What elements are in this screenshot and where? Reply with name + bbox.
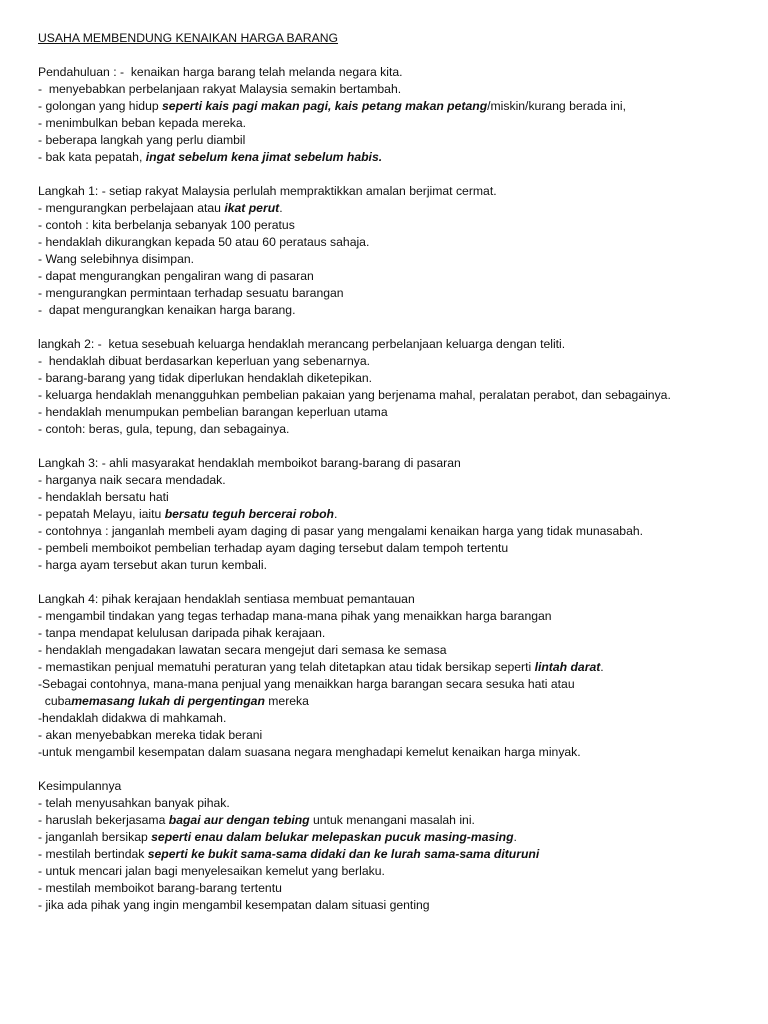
text-line	[38, 472, 758, 489]
spacer	[38, 761, 758, 778]
text-line	[38, 523, 758, 540]
section	[38, 455, 758, 574]
text-line	[38, 98, 758, 115]
text-line	[38, 829, 758, 846]
text-line	[38, 608, 758, 625]
text-line	[38, 370, 758, 387]
text-segment: - hendaklah menumpukan pembelian barangan keperluan utama	[38, 405, 388, 419]
text-segment: - contoh : kita berbelanja sebanyak 100 peratus	[38, 218, 295, 232]
text-segment: - jika ada pihak yang ingin mengambil kesempatan dalam situasi genting	[38, 898, 430, 912]
document-page	[38, 30, 758, 914]
text-line	[38, 846, 758, 863]
text-segment: - menyebabkan perbelanjaan rakyat Malaysia semakin bertambah.	[38, 82, 402, 96]
emphasized-phrase: seperti kais pagi makan pagi, kais petang makan petang	[162, 99, 488, 113]
text-segment: - hendaklah mengadakan lawatan secara mengejut dari semasa ke semasa	[38, 643, 447, 657]
section	[38, 64, 758, 166]
emphasized-phrase: memasang lukah di pergentingan	[71, 694, 265, 708]
text-segment: .	[513, 830, 517, 844]
text-segment: Langkah 4: pihak kerajaan hendaklah sentiasa membuat pemantauan	[38, 592, 415, 606]
spacer	[38, 319, 758, 336]
text-line	[38, 642, 758, 659]
text-line	[38, 336, 758, 353]
spacer	[38, 47, 758, 64]
text-line	[38, 132, 758, 149]
emphasized-phrase: bagai aur dengan tebing	[168, 813, 310, 827]
text-line	[38, 81, 758, 98]
text-line	[38, 557, 758, 574]
text-line	[38, 404, 758, 421]
text-segment: .	[279, 201, 283, 215]
text-segment: - tanpa mendapat kelulusan daripada pihak kerajaan.	[38, 626, 326, 640]
text-segment: - keluarga hendaklah menangguhkan pembelian pakaian yang berjenama mahal, peralatan perabot, dan sebagainya.	[38, 388, 671, 402]
text-segment: - pepatah Melayu, iaitu	[38, 507, 165, 521]
spacer	[38, 574, 758, 591]
text-segment: Pendahuluan : - kenaikan harga barang telah melanda negara kita.	[38, 65, 403, 79]
text-segment: -Sebagai contohnya, mana-mana penjual yang menaikkan harga barangan secara sesuka hati atau	[38, 677, 575, 691]
text-segment: - akan menyebabkan mereka tidak berani	[38, 728, 263, 742]
text-segment: Kesimpulannya	[38, 779, 122, 793]
text-line	[38, 506, 758, 523]
text-segment: untuk menangani masalah ini.	[309, 813, 475, 827]
text-segment: - untuk mencari jalan bagi menyelesaikan kemelut yang berlaku.	[38, 864, 385, 878]
document-title: USAHA MEMBENDUNG KENAIKAN HARGA BARANG	[38, 31, 339, 45]
emphasized-phrase: seperti enau dalam belukar melepaskan pucuk masing-masing	[151, 830, 514, 844]
text-segment: - memastikan penjual mematuhi peraturan yang telah ditetapkan atau tidak bersikap seperti	[38, 660, 535, 674]
text-line	[38, 353, 758, 370]
text-segment: langkah 2: - ketua sesebuah keluarga hendaklah merancang perbelanjaan keluarga dengan teliti.	[38, 337, 566, 351]
section	[38, 183, 758, 319]
emphasized-phrase: bersatu teguh bercerai roboh	[164, 507, 335, 521]
text-line	[38, 149, 758, 166]
text-segment: - barang-barang yang tidak diperlukan hendaklah diketepikan.	[38, 371, 373, 385]
text-line	[38, 676, 758, 693]
text-line	[38, 489, 758, 506]
text-segment: - mengambil tindakan yang tegas terhadap mana-mana pihak yang menaikkan harga barangan	[38, 609, 552, 623]
text-segment: - harga ayam tersebut akan turun kembali.	[38, 558, 267, 572]
text-line	[38, 455, 758, 472]
text-line	[38, 693, 758, 710]
document-body	[38, 64, 758, 914]
text-line	[38, 302, 758, 319]
text-line	[38, 200, 758, 217]
text-segment: Langkah 1: - setiap rakyat Malaysia perlulah mempraktikkan amalan berjimat cermat.	[38, 184, 497, 198]
text-line	[38, 710, 758, 727]
text-line	[38, 421, 758, 438]
text-segment: cuba	[38, 694, 72, 708]
text-segment: .	[600, 660, 604, 674]
text-segment: - mestilah memboikot barang-barang tertentu	[38, 881, 282, 895]
text-line	[38, 217, 758, 234]
text-line	[38, 625, 758, 642]
text-line	[38, 880, 758, 897]
text-line	[38, 795, 758, 812]
text-segment: - Wang selebihnya disimpan.	[38, 252, 195, 266]
text-segment: /miskin/kurang berada ini,	[487, 99, 627, 113]
section	[38, 591, 758, 761]
text-segment: - bak kata pepatah,	[38, 150, 146, 164]
text-segment: - dapat mengurangkan kenaikan harga barang.	[38, 303, 296, 317]
text-line	[38, 234, 758, 251]
text-segment: -untuk mengambil kesempatan dalam suasana negara menghadapi kemelut kenaikan harga minyak.	[38, 745, 581, 759]
text-line	[38, 115, 758, 132]
text-segment: - menimbulkan beban kepada mereka.	[38, 116, 246, 130]
text-segment: - contohnya : janganlah membeli ayam daging di pasar yang mengalami kenaikan harga yang tidak munasabah.	[38, 524, 644, 538]
spacer	[38, 438, 758, 455]
text-segment: - pembeli memboikot pembelian terhadap ayam daging tersebut dalam tempoh tertentu	[38, 541, 509, 555]
text-line	[38, 183, 758, 200]
text-segment: - hendaklah bersatu hati	[38, 490, 169, 504]
text-line	[38, 387, 758, 404]
text-segment: - dapat mengurangkan pengaliran wang di pasaran	[38, 269, 314, 283]
text-segment: - janganlah bersikap	[38, 830, 152, 844]
text-segment: - mestilah bertindak	[38, 847, 148, 861]
text-segment: - hendaklah dibuat berdasarkan keperluan yang sebenarnya.	[38, 354, 371, 368]
text-line	[38, 659, 758, 676]
emphasized-phrase: seperti ke bukit sama-sama didaki dan ke lurah sama-sama dituruni	[147, 847, 540, 861]
text-segment: - beberapa langkah yang perlu diambil	[38, 133, 246, 147]
text-line	[38, 64, 758, 81]
text-line	[38, 812, 758, 829]
text-line	[38, 744, 758, 761]
text-segment: Langkah 3: - ahli masyarakat hendaklah memboikot barang-barang di pasaran	[38, 456, 461, 470]
text-segment: - golongan yang hidup	[38, 99, 163, 113]
text-line	[38, 591, 758, 608]
section	[38, 336, 758, 438]
emphasized-phrase: ikat perut	[224, 201, 280, 215]
text-segment: mereka	[264, 694, 309, 708]
text-segment: - haruslah bekerjasama	[38, 813, 169, 827]
emphasized-phrase: ingat sebelum kena jimat sebelum habis.	[145, 150, 383, 164]
text-line	[38, 285, 758, 302]
text-segment: .	[334, 507, 338, 521]
text-segment: -hendaklah didakwa di mahkamah.	[38, 711, 227, 725]
text-segment: - telah menyusahkan banyak pihak.	[38, 796, 230, 810]
section	[38, 778, 758, 914]
text-segment: - harganya naik secara mendadak.	[38, 473, 226, 487]
text-line	[38, 268, 758, 285]
text-segment: - contoh: beras, gula, tepung, dan sebagainya.	[38, 422, 290, 436]
text-line	[38, 251, 758, 268]
text-segment: - hendaklah dikurangkan kepada 50 atau 60 perataus sahaja.	[38, 235, 370, 249]
text-segment: - mengurangkan perbelajaan atau	[38, 201, 225, 215]
text-line	[38, 540, 758, 557]
text-line	[38, 897, 758, 914]
emphasized-phrase: lintah darat	[534, 660, 601, 674]
text-line	[38, 778, 758, 795]
text-segment: - mengurangkan permintaan terhadap sesuatu barangan	[38, 286, 344, 300]
text-line	[38, 727, 758, 744]
text-line	[38, 863, 758, 880]
spacer	[38, 166, 758, 183]
